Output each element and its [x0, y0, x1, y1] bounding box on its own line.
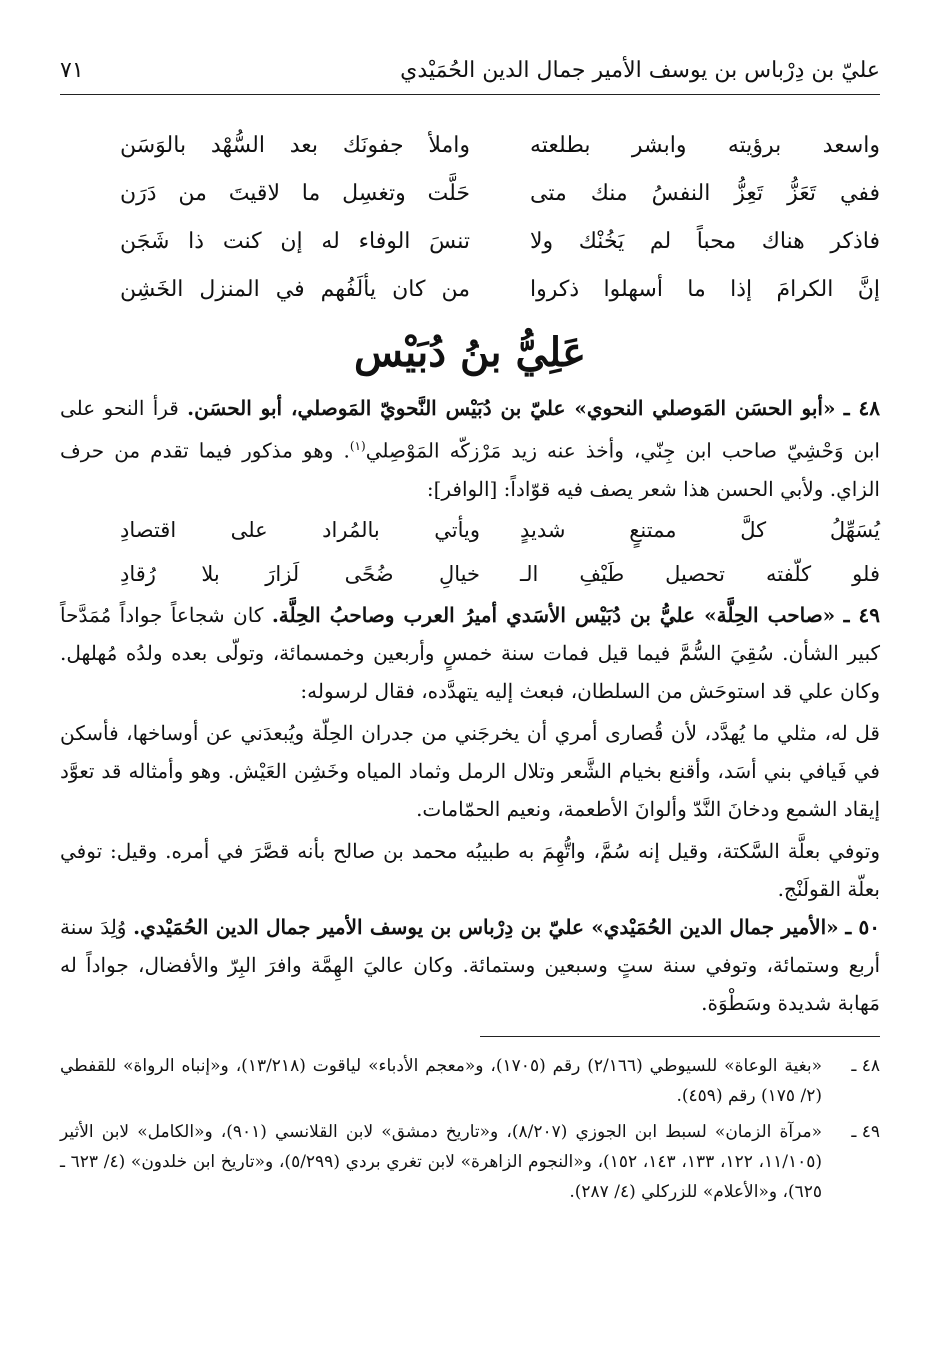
- poem-hemistich-second: تنسَ الوفاء له إن كنت ذا شَجَن: [120, 228, 470, 254]
- poem-hemistich-second: حَلَّت وتغسِل ما لاقيتَ من دَرَن: [120, 180, 470, 206]
- entry-body: قرأ النحو على ابن وَحْشِيّ صاحب ابن جِنّي، وأخذ عنه زيد مَرْزكّه المَوْصِلي: [60, 396, 880, 463]
- poem-line: [120, 265, 880, 313]
- footnote-number: ٤٩ ـ: [851, 1121, 880, 1142]
- poem-line: [120, 169, 880, 217]
- entry-body: كان شجاعاً جواداً مُمَدَّحاً كبير الشأن. سُقِيَ السُّمَّ فيما قيل فمات سنة خمسٍ وأربعين وخمسمائة، وتولّى بعده ولدُه مُهلهل. وكان علي قد استوحَش من السلطان، فبعث إليه يتهدَّده، فقال لرسوله:: [60, 602, 880, 703]
- entry-48: [60, 389, 880, 508]
- footnote-text: «بغية الوعاة» للسيوطي (٢/١٦٦) رقم (١٧٠٥)، و«معجم الأدباء» لياقوت (١٣/٢١٨)، و«إنباه الرواة» للقفطي (٢/ ١٧٥) رقم (٤٥٩).: [60, 1055, 822, 1106]
- footnote-number: ٤٨ ـ: [851, 1055, 880, 1076]
- book-page: [60, 48, 880, 1213]
- entry-heading: «الأمير جمال الدين الحُمَيْدي» عليّ بن دِرْباس بن يوسف الأمير جمال الدين الحُمَيْدي.: [133, 914, 839, 939]
- verse-line: [120, 552, 880, 596]
- poem-hemistich-first: واسعد برؤيته وابشر بطلعته: [530, 132, 880, 158]
- entry-number: ٤٩ ـ: [843, 602, 881, 627]
- verse-hemistich-first: فلو كلّفته تحصيل طَيْفِ الـ: [520, 561, 880, 586]
- page-header: [60, 48, 880, 95]
- quoted-message: قل له، مثلي ما يُهدَّد، لأن قُصارى أمري أن يخرجَني من جدران الحِلّة ويُبعدَني عن أوساخها، فأسكن في فَيافي بني أسَد، وأقنع بخيام الشَّعر وتلال الرمل وثماد المياه وخَشِن العَيْش. وهو وأمثاله قد تعوَّد إيقاد الشمع ودخانَ النَّدّ وألوانَ الأطعمة، ونعيم الحمّامات.: [60, 720, 880, 821]
- section-title: عَلِيُّ بنُ دُبَيْس: [354, 329, 586, 376]
- footnote: [60, 1051, 880, 1111]
- poem-line: [120, 121, 880, 169]
- page-number: ٧١: [60, 58, 84, 83]
- entry-50: [60, 908, 880, 1022]
- entry-body-continued: . وهو مذكور فيما تقدم من حرف الزاي. ولأبي الحسن هذا شعر يصف فيه قوّاداً: [الوافر]:: [60, 438, 880, 501]
- verse-hemistich-first: يُسَهِّلُ كلَّ ممتنعٍ شديدٍ: [520, 517, 880, 542]
- poem-line: [120, 217, 880, 265]
- poem-hemistich-first: ففي تَعَزُّ تَعِزُّ النفسُ منك متى: [530, 180, 880, 206]
- footnote-marker: (١): [349, 439, 366, 453]
- poem-block: [120, 121, 880, 313]
- footnote-text: «مرآة الزمان» لسبط ابن الجوزي (٨/٢٠٧)، و«تاريخ دمشق» لابن القلانسي (٩٠١)، و«الكامل» لابن الأثير (١١/١٠٥، ١٢٢، ١٣٣، ١٤٣، ١٥٢)، و«النجوم الزاهرة» لابن تغري بردي (٥/٢٩٩)، و«تاريخ ابن خلدون» (٤/ ٦٢٣ ـ ٦٢٥)، و«الأعلام» للزركلي (٤/ ٢٨٧).: [60, 1121, 823, 1202]
- death-note: وتوفي بعلَّة السَّكتة، وقيل إنه سُمَّ، واتُّهِمَ به طبيبُه محمد بن صالح بأنه قصَّرَ في أمره. وقيل: توفي بعلّة القولَنْج.: [60, 838, 880, 901]
- poem-hemistich-first: إنَّ الكرامَ إذا ما أسهلوا ذكروا: [530, 276, 880, 302]
- entry-body: وُلِدَ سنة أربع وستمائة، وتوفي سنة ستٍ وسبعين وستمائة. وكان عاليَ الهِمَّة وافرَ البِرّ والأفضال، جواداً له مَهابة شديدة وسَطْوَة.: [60, 914, 880, 1015]
- poem-hemistich-second: من كان يألَفُهم في المنزل الخَشِن: [120, 276, 470, 302]
- verse-hemistich-second: ويأتي بالمُراد على اقتصادِ: [120, 517, 480, 542]
- verse-line: [120, 508, 880, 552]
- poem-hemistich-second: واملأ جفونَك بعد السُّهْد بالوَسَن: [120, 132, 470, 158]
- entry-49: [60, 596, 880, 710]
- verse-block: [120, 508, 880, 596]
- footnote: [60, 1117, 880, 1207]
- running-title: عليّ بن دِرْباس بن يوسف الأمير جمال الدين الحُمَيْدي: [400, 58, 880, 83]
- footnote-divider: [480, 1036, 880, 1047]
- entry-number: ٥٠ ـ: [845, 914, 881, 939]
- entry-heading: «أبو الحسَن المَوصلي النحوي» عليّ بن دُبَيْس النَّحويّ المَوصلي، أبو الحسَن.: [187, 396, 836, 420]
- verse-hemistich-second: خيالِ ضُحًى لَزارَ بلا رُقادِ: [120, 561, 480, 586]
- poem-hemistich-first: فاذكر هناك محباً لم يَخُنْك ولا: [530, 228, 880, 254]
- entry-number: ٤٨ ـ: [843, 396, 880, 420]
- entry-heading: «صاحب الحِلَّة» عليُّ بن دُبَيْس الأسَدي أميرُ العرب وصاحبُ الحِلَّة.: [271, 602, 836, 627]
